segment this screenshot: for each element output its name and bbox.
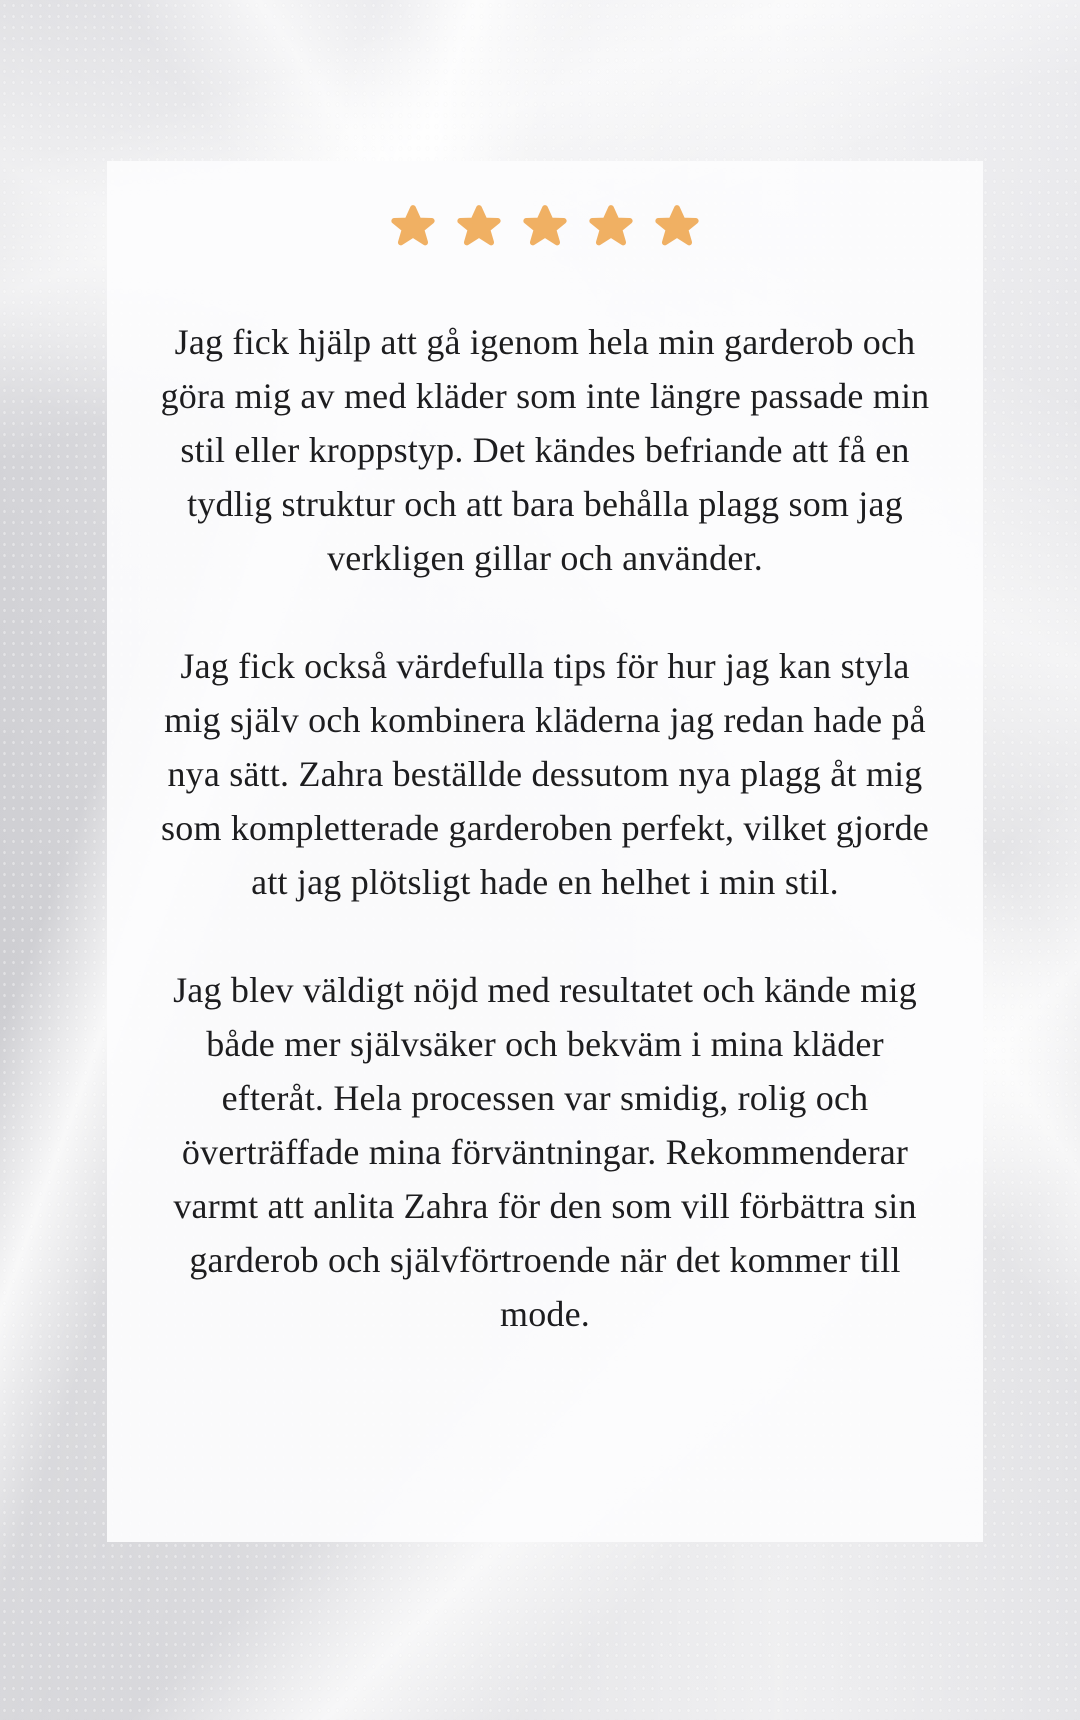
star-icon <box>654 203 700 249</box>
star-icon <box>588 203 634 249</box>
star-icon <box>456 203 502 249</box>
testimonial-text <box>160 315 930 1341</box>
testimonial-paragraph: Jag fick också värdefulla tips för hur jag kan styla mig själv och kombinera kläderna jag redan hade på nya sätt. Zahra beställde dessutom nya plagg åt mig som kompletterade garderoben perfekt, vilket gjorde att jag plötsligt hade en helhet i min stil. <box>161 646 929 902</box>
star-rating <box>160 203 930 249</box>
testimonial-card <box>107 161 983 1542</box>
star-icon <box>522 203 568 249</box>
testimonial-paragraph: Jag fick hjälp att gå igenom hela min garderob och göra mig av med kläder som inte längre passade min stil eller kroppstyp. Det kändes befriande att få en tydlig struktur och att bara behålla plagg som jag verkligen gillar och använder. <box>160 322 930 578</box>
star-icon <box>390 203 436 249</box>
testimonial-paragraph: Jag blev väldigt nöjd med resultatet och kände mig både mer självsäker och bekväm i mina kläder efteråt. Hela processen var smidig, rolig och överträffade mina förväntningar. Rekommenderar varmt att anlita Zahra för den som vill förbättra sin garderob och självförtroende när det kommer till mode. <box>173 970 917 1334</box>
